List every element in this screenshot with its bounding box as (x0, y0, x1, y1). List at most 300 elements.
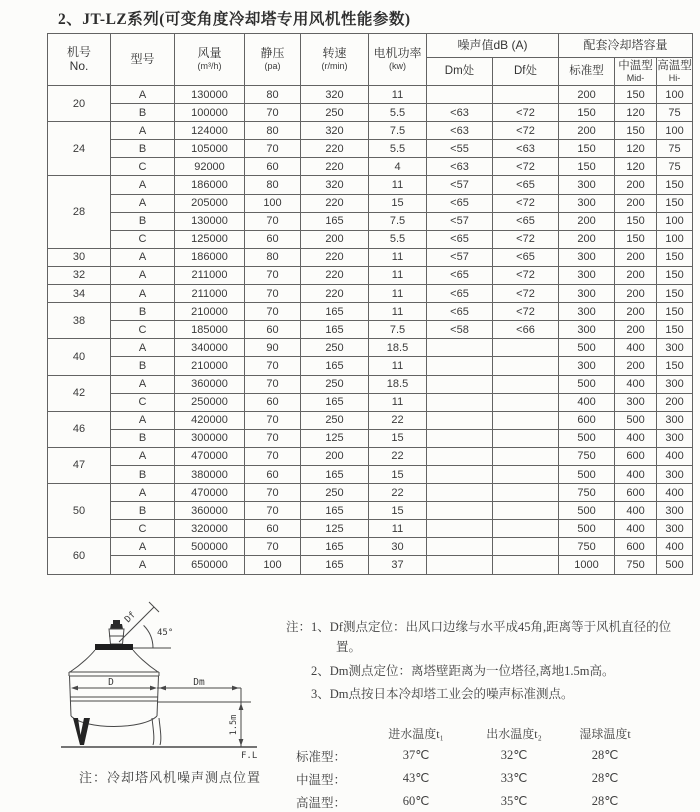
table-header (48, 34, 693, 86)
table-cell: 150 (657, 285, 693, 303)
header-capacity-high: 高温型 Hi- (657, 58, 693, 86)
table-cell: 220 (301, 266, 369, 284)
table-cell: 750 (559, 484, 615, 502)
header-capacity-standard: 标准型 (559, 58, 615, 86)
table-cell: <65 (493, 212, 559, 230)
table-cell: <65 (493, 176, 559, 194)
table-cell: 320 (301, 122, 369, 140)
table-cell: 400 (615, 502, 657, 520)
table-cell: 7.5 (369, 212, 427, 230)
table-cell: 220 (301, 285, 369, 303)
table-cell: 220 (301, 140, 369, 158)
table-cell: C (111, 321, 175, 339)
table-cell: A (111, 411, 175, 429)
table-cell: 750 (615, 556, 657, 574)
table-cell: B (111, 502, 175, 520)
table-cell: 300 (657, 465, 693, 483)
table-row (48, 176, 693, 194)
label-df: Df (123, 610, 138, 625)
table-cell: 70 (245, 429, 301, 447)
table-cell: 120 (615, 158, 657, 176)
table-cell: 70 (245, 266, 301, 284)
table-cell: <57 (427, 176, 493, 194)
table-cell: 4 (369, 158, 427, 176)
table-cell: 380000 (175, 465, 245, 483)
table-cell: 70 (245, 502, 301, 520)
table-cell: <65 (427, 285, 493, 303)
table-cell: 150 (657, 176, 693, 194)
table-cell: 70 (245, 447, 301, 465)
header-model: 型号 (111, 34, 175, 86)
table-cell: 100 (657, 86, 693, 104)
table-cell: 220 (301, 194, 369, 212)
table-cell: 100 (245, 194, 301, 212)
table-cell (427, 393, 493, 411)
table-cell: 165 (301, 321, 369, 339)
table-cell: 200 (615, 194, 657, 212)
table-cell: 400 (559, 393, 615, 411)
temp-value: 28℃ (591, 771, 619, 785)
table-cell: 18.5 (369, 375, 427, 393)
table-cell: 11 (369, 285, 427, 303)
table-cell: 5.5 (369, 230, 427, 248)
table-row (48, 339, 693, 357)
table-cell: 500 (615, 411, 657, 429)
table-cell: 300 (559, 285, 615, 303)
table-cell: 185000 (175, 321, 245, 339)
table-cell: 30 (369, 538, 427, 556)
table-cell: 250000 (175, 393, 245, 411)
table-cell: 200 (559, 230, 615, 248)
table-cell: 150 (657, 357, 693, 375)
table-cell: 360000 (175, 375, 245, 393)
table-row (48, 357, 693, 375)
machine-no-cell: 24 (48, 122, 111, 176)
table-cell: 340000 (175, 339, 245, 357)
table-cell: 470000 (175, 447, 245, 465)
table-cell (427, 465, 493, 483)
table-cell: 70 (245, 538, 301, 556)
table-row (48, 502, 693, 520)
table-cell: 300 (559, 248, 615, 266)
table-cell: 470000 (175, 484, 245, 502)
machine-no-cell: 47 (48, 447, 111, 483)
table-cell: 250 (301, 375, 369, 393)
table-cell: 75 (657, 140, 693, 158)
table-cell: B (111, 429, 175, 447)
table-cell: 60 (245, 520, 301, 538)
table-cell: 11 (369, 266, 427, 284)
table-row (48, 285, 693, 303)
table-cell: 300000 (175, 429, 245, 447)
table-cell (493, 502, 559, 520)
table-cell: 165 (301, 465, 369, 483)
table-cell: 205000 (175, 194, 245, 212)
label-height: 1.5m (229, 714, 239, 736)
table-cell: 60 (245, 465, 301, 483)
table-cell: 125 (301, 520, 369, 538)
table-cell: 320 (301, 176, 369, 194)
table-cell: 186000 (175, 176, 245, 194)
table-cell: A (111, 248, 175, 266)
table-cell (427, 484, 493, 502)
table-cell (427, 86, 493, 104)
table-cell (493, 375, 559, 393)
table-cell: 150 (615, 86, 657, 104)
table-cell: 300 (657, 339, 693, 357)
notes-prefix: 注： (286, 620, 312, 634)
table-cell: 60 (245, 321, 301, 339)
table-cell: 100 (657, 230, 693, 248)
table-cell: 150 (615, 212, 657, 230)
table-cell: 11 (369, 393, 427, 411)
table-row (48, 538, 693, 556)
table-cell: 100 (657, 212, 693, 230)
table-row (48, 230, 693, 248)
table-cell (427, 520, 493, 538)
label-d: D (108, 677, 114, 688)
table-cell: A (111, 285, 175, 303)
table-cell: 150 (657, 266, 693, 284)
table-cell: 125 (301, 429, 369, 447)
table-cell: 70 (245, 375, 301, 393)
table-cell: 400 (657, 538, 693, 556)
table-cell: 124000 (175, 122, 245, 140)
table-cell: <72 (493, 303, 559, 321)
measurement-diagram-block (35, 592, 305, 786)
table-cell: 300 (657, 502, 693, 520)
table-cell: 150 (615, 230, 657, 248)
table-cell: 11 (369, 86, 427, 104)
table-cell: <57 (427, 248, 493, 266)
table-row (48, 321, 693, 339)
table-cell: 165 (301, 212, 369, 230)
table-cell: 300 (559, 194, 615, 212)
table-cell: 300 (657, 411, 693, 429)
table-cell (427, 411, 493, 429)
table-cell (427, 502, 493, 520)
table-cell: 300 (657, 429, 693, 447)
table-cell: 200 (615, 357, 657, 375)
table-cell: <65 (493, 248, 559, 266)
table-cell: 15 (369, 465, 427, 483)
header-capacity-group: 配套冷却塔容量 (559, 34, 693, 58)
table-row (48, 393, 693, 411)
table-cell: 500 (559, 375, 615, 393)
note-item: 2、Dm测点定位：离塔壁距离为一位塔径,离地1.5m高。 (311, 663, 615, 678)
table-cell: 100 (245, 556, 301, 574)
table-cell: 500 (559, 429, 615, 447)
table-cell: 500 (559, 520, 615, 538)
table-cell: 300 (615, 393, 657, 411)
table-cell: 70 (245, 285, 301, 303)
table-cell: 650000 (175, 556, 245, 574)
table-cell: A (111, 266, 175, 284)
table-cell: <72 (493, 194, 559, 212)
table-row (48, 122, 693, 140)
table-cell: 400 (615, 429, 657, 447)
table-cell: 400 (657, 484, 693, 502)
table-cell: A (111, 176, 175, 194)
table-cell: 70 (245, 357, 301, 375)
table-cell: 150 (559, 104, 615, 122)
table-row (48, 86, 693, 104)
table-cell: 60 (245, 393, 301, 411)
cooling-tower-diagram (35, 592, 305, 764)
table-cell (493, 447, 559, 465)
table-cell: 80 (245, 248, 301, 266)
table-cell: 125000 (175, 230, 245, 248)
table-cell: <65 (427, 194, 493, 212)
table-cell (427, 375, 493, 393)
table-cell: 130000 (175, 86, 245, 104)
table-cell: 400 (615, 520, 657, 538)
table-cell: A (111, 556, 175, 574)
table-cell: A (111, 339, 175, 357)
table-cell: 11 (369, 303, 427, 321)
table-cell: 200 (301, 447, 369, 465)
table-cell: 18.5 (369, 339, 427, 357)
table-cell (493, 86, 559, 104)
table-cell: 420000 (175, 411, 245, 429)
table-cell: A (111, 484, 175, 502)
table-cell: 300 (559, 303, 615, 321)
table-cell: 150 (615, 122, 657, 140)
table-row (48, 248, 693, 266)
table-cell: 70 (245, 140, 301, 158)
table-cell: 300 (559, 176, 615, 194)
table-cell: 90 (245, 339, 301, 357)
header-speed: 转速 (r/min) (301, 34, 369, 86)
table-cell: C (111, 230, 175, 248)
table-cell: 70 (245, 212, 301, 230)
table-cell: 200 (615, 266, 657, 284)
table-cell: 200 (615, 321, 657, 339)
table-cell: A (111, 122, 175, 140)
table-cell: 600 (615, 538, 657, 556)
table-cell: <63 (427, 122, 493, 140)
machine-no-cell: 32 (48, 266, 111, 284)
table-cell: 165 (301, 502, 369, 520)
table-cell: 220 (301, 158, 369, 176)
temp-row-label: 中温型： (296, 773, 347, 787)
machine-no-cell: 34 (48, 285, 111, 303)
table-cell: 75 (657, 158, 693, 176)
temp-value: 33℃ (500, 771, 528, 785)
temp-row-label: 高温型： (296, 796, 347, 810)
table-cell: 150 (559, 158, 615, 176)
table-cell: 500 (559, 465, 615, 483)
machine-no-cell: 28 (48, 176, 111, 248)
temp-value: 60℃ (402, 794, 430, 808)
table-row (48, 303, 693, 321)
table-cell (427, 429, 493, 447)
table-cell: 130000 (175, 212, 245, 230)
table-cell: A (111, 86, 175, 104)
machine-no-cell: 30 (48, 248, 111, 266)
table-row (48, 104, 693, 122)
table-cell (427, 357, 493, 375)
table-cell: 60 (245, 158, 301, 176)
table-cell: 360000 (175, 502, 245, 520)
note-item: 1、Df测点定位：出风口边缘与水平成45角,距离等于风机直径的位置。 (311, 620, 672, 655)
table-row (48, 556, 693, 574)
table-cell: 300 (657, 375, 693, 393)
table-cell: A (111, 538, 175, 556)
table-cell (493, 520, 559, 538)
table-cell: B (111, 303, 175, 321)
table-cell (427, 447, 493, 465)
table-cell: 200 (301, 230, 369, 248)
table-cell: 11 (369, 248, 427, 266)
table-cell: 165 (301, 538, 369, 556)
header-noise-df: Df处 (493, 58, 559, 86)
table-cell (493, 484, 559, 502)
table-cell: 165 (301, 556, 369, 574)
header-machine-no: 机号 No. (48, 34, 111, 86)
table-cell: 500 (657, 556, 693, 574)
table-cell: 70 (245, 303, 301, 321)
table-cell: B (111, 140, 175, 158)
table-cell: 165 (301, 303, 369, 321)
temp-value: 43℃ (402, 771, 430, 785)
table-cell: 15 (369, 194, 427, 212)
table-cell: <72 (493, 285, 559, 303)
table-cell: 200 (559, 212, 615, 230)
table-cell (493, 429, 559, 447)
temp-value: 32℃ (500, 748, 528, 762)
table-cell: 5.5 (369, 104, 427, 122)
table-cell (493, 339, 559, 357)
table-cell: 186000 (175, 248, 245, 266)
table-cell: 300 (657, 520, 693, 538)
temp-col-header: 出水温度t₂ (486, 727, 542, 741)
table-cell: <72 (493, 104, 559, 122)
notes-block (286, 617, 694, 707)
table-body (48, 86, 693, 575)
table-cell: 200 (657, 393, 693, 411)
table-cell: 60 (245, 230, 301, 248)
table-cell (427, 556, 493, 574)
table-cell: 165 (301, 357, 369, 375)
table-cell: 150 (657, 248, 693, 266)
table-cell: 300 (559, 357, 615, 375)
table-cell: 250 (301, 484, 369, 502)
temp-col-header: 进水温度t₁ (388, 727, 444, 741)
table-cell: 15 (369, 502, 427, 520)
table-cell: 70 (245, 484, 301, 502)
table-cell: B (111, 104, 175, 122)
table-cell: 210000 (175, 303, 245, 321)
table-cell: 11 (369, 520, 427, 538)
label-dm: Dm (193, 677, 205, 688)
header-capacity-mid: 中温型 Mid- (615, 58, 657, 86)
table-cell: 200 (559, 86, 615, 104)
table-cell: 200 (615, 303, 657, 321)
table-cell: 1000 (559, 556, 615, 574)
machine-no-cell: 38 (48, 303, 111, 339)
table-cell: <63 (493, 140, 559, 158)
table-cell: A (111, 447, 175, 465)
table-row (48, 465, 693, 483)
temp-value: 37℃ (402, 748, 430, 762)
table-cell: 210000 (175, 357, 245, 375)
table-cell: 15 (369, 429, 427, 447)
table-cell (493, 538, 559, 556)
table-cell: <55 (427, 140, 493, 158)
machine-no-cell: 60 (48, 538, 111, 574)
table-cell: C (111, 520, 175, 538)
table-cell (493, 465, 559, 483)
table-cell: <65 (427, 230, 493, 248)
table-cell (493, 393, 559, 411)
table-row (48, 375, 693, 393)
table-cell (493, 556, 559, 574)
table-cell: 105000 (175, 140, 245, 158)
table-cell: 100 (657, 122, 693, 140)
note-item: 3、Dm点按日本冷却塔工业会的噪声标准测点。 (311, 686, 574, 701)
temp-value: 28℃ (591, 794, 619, 808)
table-cell: 7.5 (369, 321, 427, 339)
machine-no-cell: 42 (48, 375, 111, 411)
table-cell: 400 (615, 375, 657, 393)
table-cell (427, 339, 493, 357)
header-motor-power: 电机功率 (kw) (369, 34, 427, 86)
table-cell: 22 (369, 411, 427, 429)
header-noise-group: 噪声值dB (A) (427, 34, 559, 58)
table-cell: A (111, 194, 175, 212)
table-row (48, 212, 693, 230)
table-cell: 500 (559, 502, 615, 520)
temperature-table (296, 725, 641, 811)
table-cell: 750 (559, 538, 615, 556)
table-cell: B (111, 465, 175, 483)
table-cell: 600 (615, 484, 657, 502)
table-cell: 120 (615, 104, 657, 122)
table-cell: 70 (245, 411, 301, 429)
diagram-caption: 注：冷却塔风机噪声测点位置 (78, 770, 261, 785)
table-cell: 250 (301, 411, 369, 429)
table-row (48, 158, 693, 176)
table-cell: C (111, 158, 175, 176)
table-cell: 80 (245, 86, 301, 104)
table-cell: B (111, 357, 175, 375)
table-row (48, 194, 693, 212)
table-cell: 11 (369, 176, 427, 194)
table-row (48, 266, 693, 284)
label-angle: 45° (157, 628, 174, 638)
machine-no-cell: 46 (48, 411, 111, 447)
table-cell: 165 (301, 393, 369, 411)
label-ground-level: F.L (241, 751, 258, 761)
table-cell: 92000 (175, 158, 245, 176)
table-cell: 320000 (175, 520, 245, 538)
table-cell: <72 (493, 266, 559, 284)
table-cell: <72 (493, 158, 559, 176)
table-cell: 200 (615, 176, 657, 194)
table-cell: 11 (369, 357, 427, 375)
temp-col-header: 湿球温度t (579, 727, 631, 741)
table-row (48, 411, 693, 429)
page-title: 2、JT-LZ系列(可变角度冷却塔专用风机性能参数) (58, 11, 411, 28)
table-cell: 200 (615, 285, 657, 303)
table-row (48, 447, 693, 465)
table-cell: 22 (369, 484, 427, 502)
temp-value: 35℃ (500, 794, 528, 808)
table-cell: 400 (615, 339, 657, 357)
machine-no-cell: 50 (48, 484, 111, 538)
header-static-pressure: 静压 (pa) (245, 34, 301, 86)
